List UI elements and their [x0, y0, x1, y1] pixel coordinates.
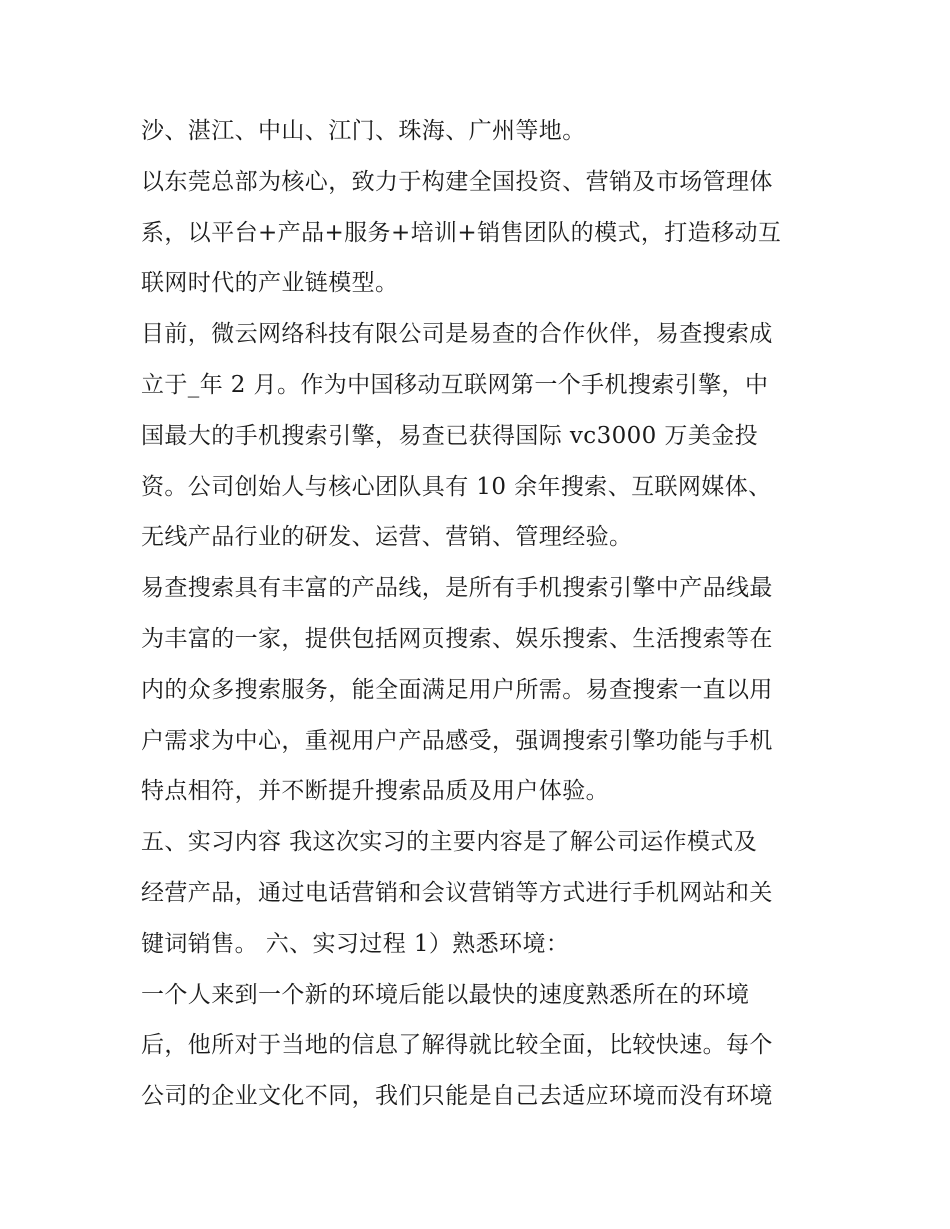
text-line: 五、实习内容 我这次实习的主要内容是了解公司运作模式及: [141, 829, 758, 856]
text-line: 内的众多搜索服务，能全面满足用户所需。易查搜索一直以用: [141, 676, 773, 703]
text-line: 沙、湛江、中山、江门、珠海、广州等地。: [141, 118, 586, 144]
text-line: 户需求为中心，重视用户产品感受，强调搜索引擎功能与手机: [141, 727, 773, 754]
text-line: 易查搜索具有丰富的产品线，是所有手机搜索引擎中产品线最: [141, 575, 773, 602]
text-line: 一个人来到一个新的环境后能以最快的速度熟悉所在的环境: [141, 981, 750, 1008]
text-line: 公司的企业文化不同，我们只能是自己去适应环境而没有环境: [141, 1083, 773, 1110]
text-line: 后，他所对于当地的信息了解得就比较全面，比较快速。每个: [141, 1032, 773, 1059]
text-line: 系，以平台+产品+服务+培训+销售团队的模式，打造移动互: [141, 219, 782, 246]
text-line: 资。公司创始人与核心团队具有 10 余年搜索、互联网媒体、: [141, 473, 772, 500]
text-line: 键词销售。 六、实习过程 1）熟悉环境：: [141, 930, 570, 957]
document-body: [141, 106, 821, 1122]
text-line: 立于_年 2 月。作为中国移动互联网第一个手机搜索引擎，中: [141, 371, 769, 398]
text-line: 国最大的手机搜索引擎，易查已获得国际 vc3000 万美金投: [141, 422, 759, 449]
text-line: 以东莞总部为核心，致力于构建全国投资、营销及市场管理体: [141, 168, 773, 195]
text-line: 目前，微云网络科技有限公司是易查的合作伙伴，易查搜索成: [141, 321, 773, 348]
text-line: 无线产品行业的研发、运营、营销、管理经验。: [141, 524, 633, 551]
text-line: 特点相符，并不断提升搜索品质及用户体验。: [141, 778, 609, 805]
text-line: 经营产品，通过电话营销和会议营销等方式进行手机网站和关: [141, 879, 773, 906]
text-line: 为丰富的一家，提供包括网页搜索、娱乐搜索、生活搜索等在: [141, 625, 773, 652]
text-line: 联网时代的产业链模型。: [141, 270, 399, 297]
